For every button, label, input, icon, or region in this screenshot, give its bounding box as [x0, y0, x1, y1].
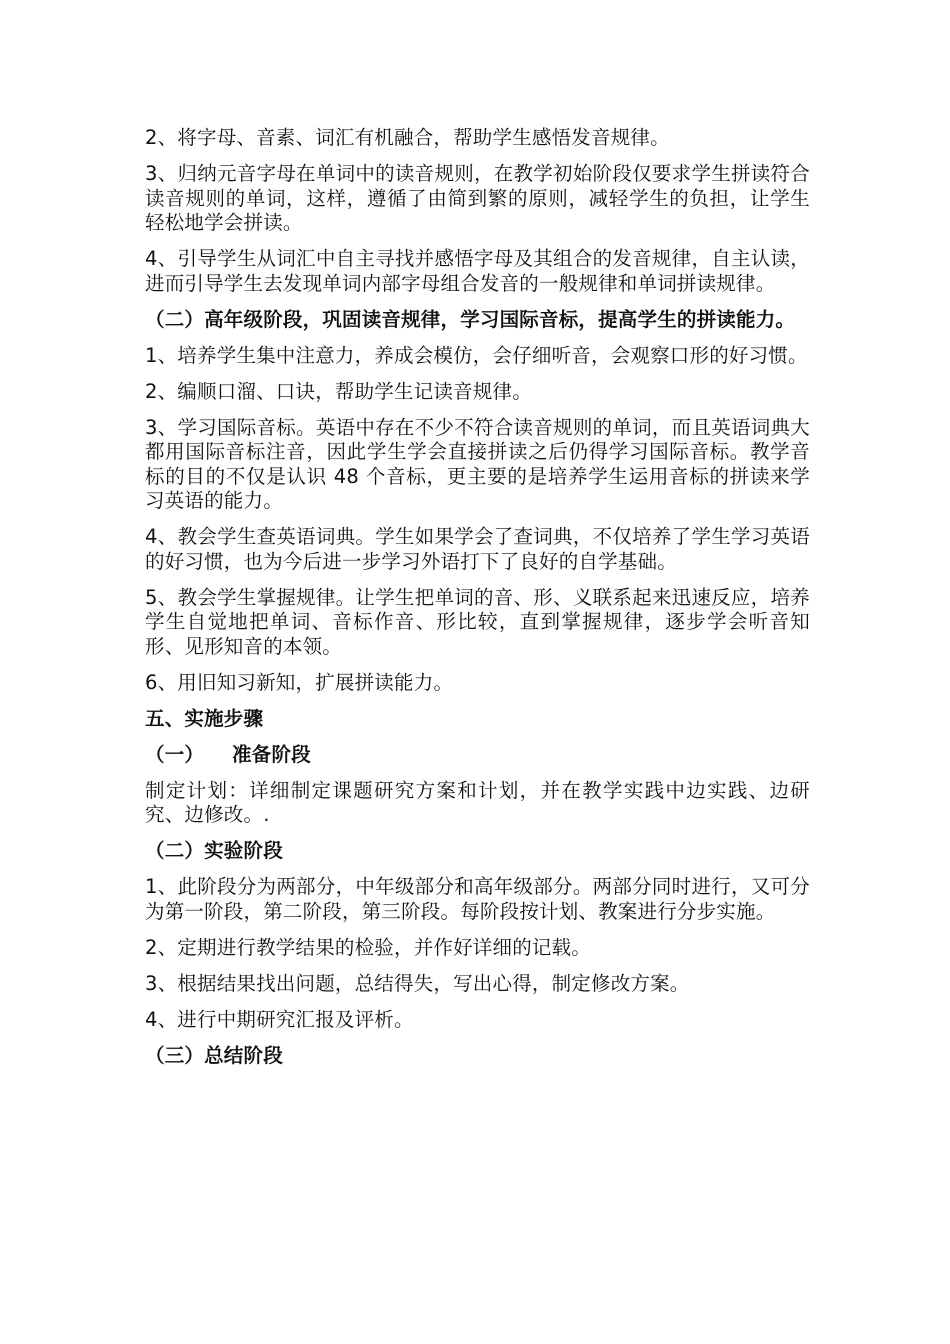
- paragraph-step-4-self-discovery: 4、引导学生从词汇中自主寻找并感悟字母及其组合的发音规律，自主认读，进而引导学生去发现单词内部字母组合发音的一般规律和单词拼读规律。: [145, 247, 810, 295]
- document-body: [145, 126, 810, 1080]
- heading-senior-grade-stage: （二）高年级阶段，巩固读音规律，学习国际音标，提高学生的拼读能力。: [145, 307, 796, 331]
- paragraph-make-plan: 制定计划：详细制定课题研究方案和计划，并在教学实践中边实践、边研究、边修改。.: [145, 778, 810, 826]
- paragraph-experiment-2-check: 2、定期进行教学结果的检验，并作好详细的记载。: [145, 935, 592, 959]
- paragraph-experiment-3-revise: 3、根据结果找出问题，总结得失，写出心得，制定修改方案。: [145, 971, 690, 995]
- heading-implementation-steps: 五、实施步骤: [145, 706, 264, 730]
- paragraph-senior-6-extend: 6、用旧知习新知，扩展拼读能力。: [145, 670, 454, 694]
- paragraph-senior-5-rules: 5、教会学生掌握规律。让学生把单词的音、形、义联系起来迅速反应，培养学生自觉地把单词、音标作音、形比较，直到掌握规律，逐步学会听音知形、见形知音的本领。: [145, 585, 810, 658]
- paragraph-senior-3-phonetics: 3、学习国际音标。英语中存在不少不符合读音规则的单词，而且英语词典大都用国际音标注音，因此学生学会直接拼读之后仍得学习国际音标。教学音标的目的不仅是认识 48 个音标，更主要的是培养学生运用音标的拼读来学习英语的能力。: [145, 415, 810, 512]
- paragraph-experiment-4-report: 4、进行中期研究汇报及评析。: [145, 1007, 414, 1031]
- heading-preparation-stage: （一） 准备阶段: [145, 742, 311, 766]
- heading-summary-stage: （三）总结阶段: [145, 1043, 283, 1067]
- paragraph-step-2-fuse-letters: 2、将字母、音素、词汇有机融合，帮助学生感悟发音规律。: [145, 126, 670, 149]
- heading-experiment-stage: （二）实验阶段: [145, 839, 283, 862]
- paragraph-experiment-1-parts: 1、此阶段分为两部分，中年级部分和高年级部分。两部分同时进行，又可分为第一阶段，第二阶段，第三阶段。每阶段按计划、教案进行分步实施。: [145, 875, 810, 923]
- paragraph-senior-2-rhymes: 2、编顺口溜、口诀，帮助学生记读音规律。: [145, 379, 532, 403]
- paragraph-senior-1-attention: 1、培养学生集中注意力，养成会模仿，会仔细听音，会观察口形的好习惯。: [145, 343, 808, 367]
- paragraph-step-3-vowel-rules: 3、归纳元音字母在单词中的读音规则，在教学初始阶段仅要求学生拼读符合读音规则的单词，这样，遵循了由简到繁的原则，减轻学生的负担，让学生轻松地学会拼读。: [145, 162, 810, 234]
- paragraph-senior-4-dictionary: 4、教会学生查英语词典。学生如果学会了查词典，不仅培养了学生学习英语的好习惯，也为今后进一步学习外语打下了良好的自学基础。: [145, 525, 810, 573]
